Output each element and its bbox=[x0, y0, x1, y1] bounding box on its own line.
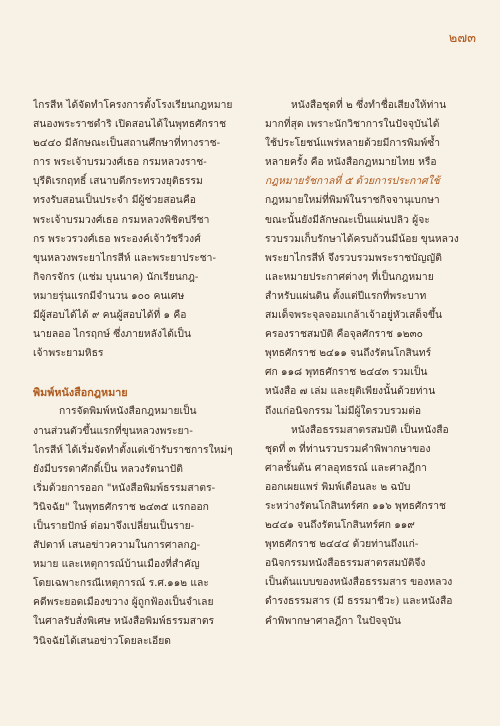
body-line: นายลออ ไกรฤกษ์ ซึ่งภายหลังได้เป็น bbox=[33, 328, 191, 341]
body-line: พุทธศักราช ๒๔๔๔ ด้วยท่านถึงแก่- bbox=[265, 538, 419, 551]
body-line: มีผู้สอบได้ได้ ๙ คนผู้สอบได้ที่ ๑ คือ bbox=[33, 309, 187, 322]
body-line: สัปดาห์ เสนอข่าวความในการศาลกฎ- bbox=[33, 539, 201, 552]
body-line: กฎหมายใหม่ที่พิมพ์ในราชกิจจานุเบกษา bbox=[265, 194, 440, 207]
body-line: หนังสือ ๗ เล่ม และยุติเพียงนั้นด้วยท่าน bbox=[265, 385, 436, 398]
body-line: กิจกรจักร (แช่ม บุนนาค) นักเรียนกฎ- bbox=[33, 270, 199, 283]
body-line: หมายรุ่นแรกมีจำนวน ๑๐๐ คนเศษ bbox=[33, 289, 185, 302]
body-line: ดำรงธรรมสาร (มี ธรรมาชีวะ) และหนังสือ bbox=[265, 595, 453, 608]
body-line: การ พระเจ้าบรมวงศ์เธอ กรมหลวงราช- bbox=[33, 156, 207, 169]
body-line: อนิจกรรมหนังสือธรรมสาตรสมบัติจึง bbox=[265, 557, 426, 570]
body-line: ศาลชั้นต้น ศาลอุทธรณ์ และศาลฎีกา bbox=[265, 461, 427, 474]
body-line: ในศาลรับสั่งพิเศษ หนังสือพิมพ์ธรรมสาตร bbox=[33, 615, 215, 628]
body-line: มากที่สุด เพราะนักวิชาการในปัจจุบันได้ bbox=[265, 118, 440, 131]
body-line: เป็นรายปักษ์ ต่อมาจึงเปลี่ยนเป็นราย- bbox=[33, 519, 195, 532]
body-line: คดีพระยอดเมืองขวาง ผู้ถูกฟ้องเป็นจำเลย bbox=[33, 596, 214, 609]
body-line: ระหว่างรัตนโกสินทร์ศก ๑๑๖ พุทธศักราช bbox=[265, 499, 446, 512]
body-line: กฎหมายรัชกาลที่ ๕ ด้วยการประกาศใช้ bbox=[265, 175, 440, 188]
left-column bbox=[33, 96, 233, 651]
body-line: เป็นต้นแบบของหนังสือธรรมสาร ของหลวง bbox=[265, 576, 453, 589]
body-line: การจัดพิมพ์หนังสือกฎหมายเป็น bbox=[59, 405, 197, 418]
body-line: ศก ๑๑๘ พุทธศักราช ๒๔๔๓ รวมเป็น bbox=[265, 366, 428, 379]
body-line: สมเด็จพระจุลจอมเกล้าเจ้าอยู่หัวเสด็จขึ้น bbox=[265, 309, 443, 322]
body-line: ๒๔๔๐ มีลักษณะเป็นสถานศึกษาที่ทางราช- bbox=[33, 137, 221, 150]
body-line: ขุนหลวงพระยาไกรสีห์ และพระยาประชา- bbox=[33, 251, 216, 264]
body-line: ถึงแก่อนิจกรรม ไม่มีผู้ใดรวบรวมต่อ bbox=[265, 404, 422, 417]
body-line: สำหรับแผ่นดิน ตั้งแต่ปีแรกที่พระบาท bbox=[265, 289, 427, 302]
body-line: เจ้าพระยามหิธร bbox=[33, 347, 104, 360]
page-number: ๒๗๓ bbox=[448, 31, 476, 46]
body-line: ใช้ประโยชน์แพร่หลายด้วยมีการพิมพ์ซ้ำ bbox=[265, 137, 441, 150]
body-line: ออกเผยแพร่ พิมพ์เดือนละ ๒ ฉบับ bbox=[265, 480, 411, 493]
body-line: ๒๔๔๑ จนถึงรัตนโกสินทร์ศก ๑๑๙ bbox=[265, 519, 415, 532]
body-line: พระยาไกรสีห์ จึงรวบรวมพระราชบัญญัติ bbox=[265, 251, 442, 264]
body-line: งานส่วนตัวขึ้นแรกที่ขุนหลวงพระยา- bbox=[33, 424, 193, 437]
body-line: ไกรสีห์ ได้เริ่มจัดทำตั้งแต่เข้ารับราชการใหม่ๆ bbox=[33, 443, 233, 456]
body-line: วินิจฉัยได้เสนอข่าวโดยละเอียด bbox=[33, 634, 171, 647]
body-line: พุทธศักราช ๒๔๑๑ จนถึงรัตนโกสินทร์ bbox=[265, 347, 432, 360]
body-line: และหมายประกาศต่างๆ ที่เป็นกฎหมาย bbox=[265, 270, 434, 283]
body-line: เริ่มด้วยการออก "หนังสือพิมพ์ธรรมสาตร- bbox=[33, 481, 216, 494]
body-line: หมาย และเหตุการณ์บ้านเมืองที่สำคัญ bbox=[33, 558, 200, 571]
body-line: รวบรวมเก็บรักษาได้ครบถ้วนมีน้อย ขุนหลวง bbox=[265, 232, 459, 245]
body-line: โดยเฉพาะกรณีเหตุการณ์ ร.ศ.๑๑๒ และ bbox=[33, 577, 209, 590]
body-line: ไกรสีห ได้จัดทำโครงการตั้งโรงเรียนกฎหมาย bbox=[33, 99, 233, 111]
body-line: ทรงรับสอนเป็นประจำ มีผู้ช่วยสอนคือ bbox=[33, 194, 196, 207]
right-column bbox=[265, 96, 465, 631]
body-line: หนังสือชุดที่ ๒ ซึ่งทำชื่อเสียงให้ท่าน bbox=[291, 99, 447, 111]
section-heading: พิมพ์หนังสือกฎหมาย bbox=[33, 386, 128, 400]
body-line: วินิจฉัย" ในพุทธศักราช ๒๔๓๕ แรกออก bbox=[33, 500, 209, 513]
body-line: พระเจ้าบรมวงศ์เธอ กรมหลวงพิชิตปรีชา bbox=[33, 213, 210, 226]
body-line: คำพิพากษาศาลฎีกา ในปัจจุบัน bbox=[265, 614, 401, 627]
body-line: ครองราชสมบัติ คือจุลศักราช ๑๒๓๐ bbox=[265, 328, 423, 341]
body-line: หลายครั้ง คือ หนังสือกฎหมายไทย หรือ bbox=[265, 156, 437, 169]
body-line: หนังสือธรรมสาตรสมบัติ เป็นหนังสือ bbox=[291, 423, 449, 436]
body-line: ยังมีบรรดาศักดิ์เป็น หลวงรัตนาปัติ bbox=[33, 462, 183, 475]
body-line: กร พระวรวงศ์เธอ พระองค์เจ้าวัชรีวงศ์ bbox=[33, 232, 201, 245]
body-line: สนองพระราชดำริ เปิดสอนได้ในพุทธศักราช bbox=[33, 118, 227, 131]
body-line: ขณะนั้นยังมีลักษณะเป็นแผ่นปลิว ผู้จะ bbox=[265, 213, 430, 226]
body-line: ชุดที่ ๓ ที่ท่านรวบรวมคำพิพากษาของ bbox=[265, 442, 431, 455]
body-line: บุรีดิเรกฤทธิ์ เสนาบดีกระทรวงยุติธรรม bbox=[33, 175, 203, 188]
